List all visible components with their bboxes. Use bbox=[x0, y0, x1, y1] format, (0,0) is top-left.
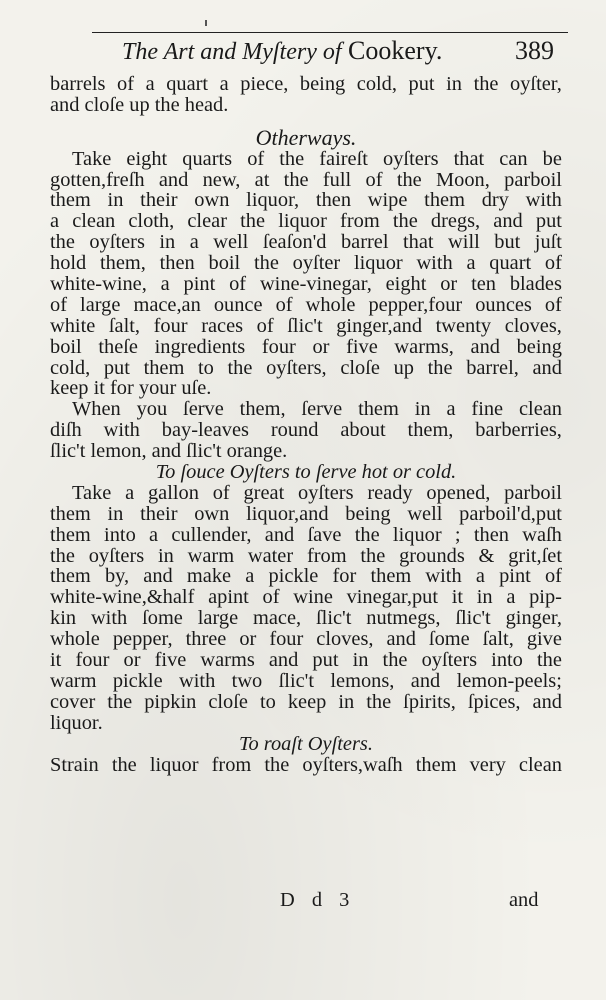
catchword: and bbox=[509, 889, 539, 911]
text-line: diſh with bay-leaves round about them, barberries, bbox=[50, 419, 562, 442]
text-line: white-wine, a pint of wine-vinegar, eight or ten blades bbox=[50, 273, 562, 296]
text-line: gotten,freſh and new, at the full of the Moon, parboil bbox=[50, 168, 562, 191]
text-line: whole pepper, three or four cloves, and ſome ſalt, give bbox=[50, 628, 562, 651]
text-line: cold, put them to the oyſters, cloſe up the barrel, and bbox=[50, 356, 562, 379]
running-title-roman: Cookery. bbox=[348, 36, 443, 65]
text-line: kin with ſome large mace, ſlic't nutmegs, ſlic't ginger, bbox=[50, 607, 562, 630]
text-line: the oyſters in warm water from the grounds & grit,ſet bbox=[50, 544, 562, 567]
text-line: When you ſerve them, ſerve them in a fine clean bbox=[72, 398, 562, 421]
text-line: liquor. bbox=[50, 711, 103, 734]
text-line: white ſalt, four races of ſlic't ginger,and twenty cloves, bbox=[50, 314, 562, 337]
page-mark bbox=[205, 20, 207, 26]
text-line: it four or five warms and put in the oyſters into the bbox=[50, 649, 562, 672]
body-text bbox=[50, 74, 562, 775]
section-heading: Otherways. bbox=[255, 124, 357, 150]
running-title-italic: The Art and Myſtery of bbox=[122, 39, 342, 65]
text-line: boil theſe ingredients four or five warms, and being bbox=[50, 335, 562, 358]
text-line: Take eight quarts of the faireſt oyſters that can be bbox=[72, 147, 562, 170]
text-line: hold them, then boil the oyſter liquor with a quart of bbox=[50, 252, 562, 275]
running-header bbox=[0, 36, 606, 72]
text-line: them in their own liquor, then wipe them dry with bbox=[50, 189, 562, 212]
text-line: barrels of a quart a piece, being cold, put in the oyſter, bbox=[50, 73, 562, 95]
section-heading: To roaſt Oyſters. bbox=[239, 732, 373, 755]
text-line: warm pickle with two ſlic't lemons, and lemon-peels; bbox=[50, 669, 562, 692]
running-title bbox=[122, 36, 442, 66]
text-line: ſlic't lemon, and ſlic't orange. bbox=[50, 440, 288, 463]
text-line: them by, and make a pickle for them with a pint of bbox=[50, 565, 562, 588]
text-line: and cloſe up the head. bbox=[50, 93, 229, 116]
signature-mark: D d 3 bbox=[280, 889, 356, 911]
text-line: cover the pipkin cloſe to keep in the ſpirits, ſpices, and bbox=[50, 690, 562, 713]
text-line: the oyſters in a well ſeaſon'd barrel that will but juſt bbox=[50, 231, 562, 254]
text-line: them into a cullender, and ſave the liquor ; then waſh bbox=[50, 523, 562, 546]
text-line: a clean cloth, clear the liquor from the dregs, and put bbox=[50, 210, 562, 233]
section-heading: To ſouce Oyſters to ſerve hot or cold. bbox=[155, 461, 457, 484]
text-line: of large mace,an ounce of whole pepper,four ounces of bbox=[50, 293, 562, 316]
page-number: 389 bbox=[515, 36, 554, 65]
text-line: them in their own liquor,and being well parboil'd,put bbox=[50, 502, 562, 525]
text-line: keep it for your uſe. bbox=[50, 377, 212, 400]
text-line: white-wine,&half apint of wine vinegar,put it in a pip- bbox=[50, 586, 562, 609]
text-line: Take a gallon of great oyſters ready opened, parboil bbox=[72, 481, 562, 504]
text-line: Strain the liquor from the oyſters,waſh them very clean bbox=[50, 753, 562, 776]
page-footer bbox=[0, 889, 606, 913]
header-rule bbox=[92, 32, 568, 33]
